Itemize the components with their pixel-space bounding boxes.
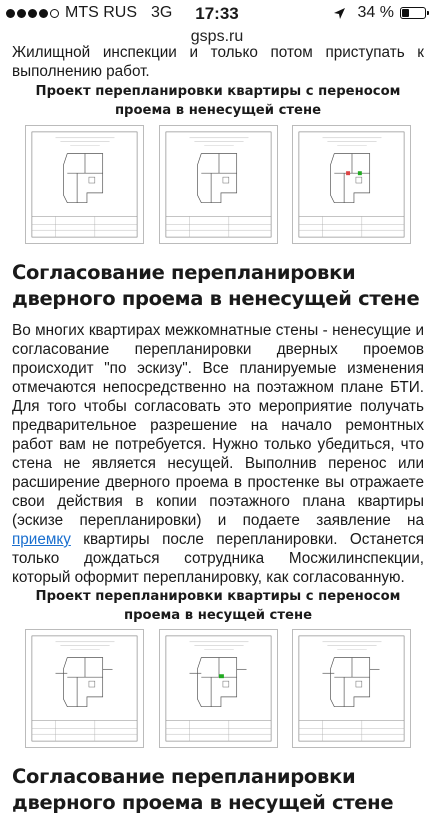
section-heading-1: Согласование перепланировки дверного проема в ненесущей стене	[12, 261, 420, 310]
section-paragraph: Во многих квартирах межкомнатные стены - ненесущие и согласование перепланировки дверных проемов происходит "по эскизу". Все планируемые изменения отмечаются непосредственно на поэтажном плане БТИ. Для того чтобы согласовать это мероприятие получать предварительное разрешение на начало ремонтных работ вам не потребуется. Нужно только убедиться, что стена не является несущей. Выполнив перенос или расширение дверного проема в простенке вы отражаете свои действия в копии поэтажного плана квартиры (эскизе перепланировки) и подаете заявление на приемку квартиры после перепланировки. Останется только дождаться сотрудника Мосжилинспекции, который оформит перепланировку, как согласованную.	[12, 322, 424, 586]
plan-thumbnail[interactable]	[159, 629, 278, 748]
article	[12, 46, 424, 816]
floor-plan-drawing	[160, 126, 277, 243]
floor-plan-drawing	[26, 630, 143, 747]
gallery-caption-2: Проект перепланировки квартиры с переносом проема в несущей стене	[35, 589, 401, 623]
plan-thumbnail[interactable]	[292, 629, 411, 748]
plan-thumbnail[interactable]	[25, 629, 144, 748]
location-arrow-icon	[333, 7, 346, 20]
battery-percent: 34 %	[357, 4, 394, 21]
floor-plan-drawing	[293, 630, 410, 747]
plan-thumbnail[interactable]	[25, 125, 144, 244]
acceptance-link[interactable]: приемку	[12, 531, 71, 548]
top-paragraph-fragment: Жилищной инспекции и только потом приступать к выполнению работ.	[12, 44, 424, 80]
gallery-2	[25, 629, 411, 748]
network-label: 3G	[151, 4, 173, 21]
floor-plan-drawing	[26, 126, 143, 243]
floor-plan-drawing	[293, 126, 410, 243]
carrier-label: MTS RUS	[65, 4, 137, 21]
address-bar-url[interactable]: gsps.ru	[190, 28, 244, 45]
gallery-1	[25, 125, 411, 244]
floor-plan-drawing	[160, 630, 277, 747]
section-heading-2: Согласование перепланировки дверного проема в несущей стене	[12, 765, 394, 814]
clock: 17:33	[195, 4, 239, 23]
plan-thumbnail[interactable]	[292, 125, 411, 244]
status-bar	[0, 0, 434, 26]
plan-thumbnail[interactable]	[159, 125, 278, 244]
battery-icon	[400, 7, 426, 19]
gallery-caption-1: Проект перепланировки квартиры с переносом проема в ненесущей стене	[35, 84, 401, 118]
